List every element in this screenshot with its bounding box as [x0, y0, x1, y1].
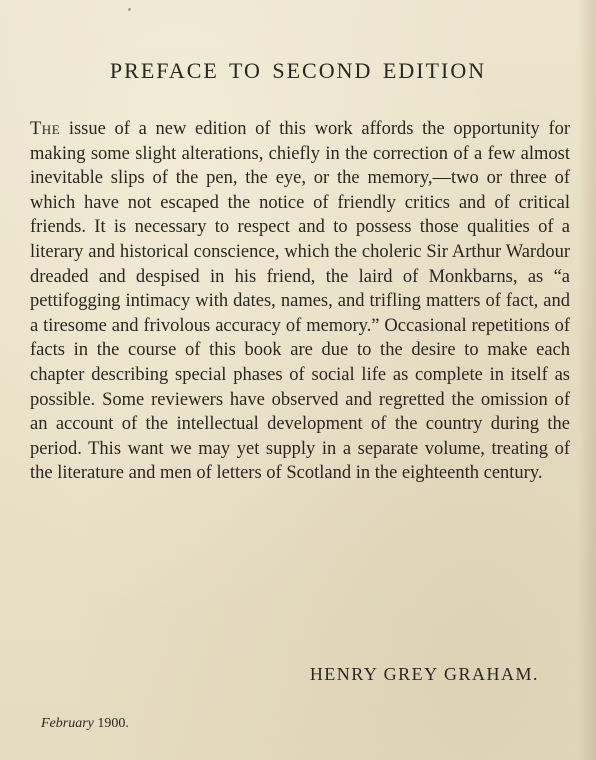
- author-signature: HENRY GREY GRAHAM.: [309, 664, 539, 684]
- dateline: [41, 716, 129, 732]
- paper-speck: [128, 8, 131, 11]
- page-title: PREFACE TO SECOND EDITION: [109, 58, 487, 83]
- paragraph-body: issue of a new edition of this work affords the opportunity for making some slight alterations, chiefly in the correction of a few almost inevitable slips of the pen, the eye, or the memory,—two or three of which have not escaped the notice of friendly critics and of critical friends. It is necessary to respect and to possess those qualities of a literary and historical conscience, which the choleric Sir Arthur Wardour dreaded and despised in his friend, the laird of Monkbarns, as “a pettifogging intimacy with dates, names, and trifling matters of fact, and a tiresome and frivolous accuracy of memory.” Occasional repetitions of facts in the course of this book are due to the desire to make each chapter describing special phases of social life as complete in itself as possible. Some reviewers have observed and regretted the omission of an account of the intellectual development of the country during the period. This want we may yet supply in a separate volume, treating of the literature and men of letters of Scotland in the eighteenth century.: [30, 119, 571, 484]
- date-year: 1900.: [97, 716, 129, 731]
- paragraph-lead-word: The: [30, 119, 61, 139]
- preface-paragraph: [30, 117, 570, 486]
- date-month: February: [41, 716, 94, 731]
